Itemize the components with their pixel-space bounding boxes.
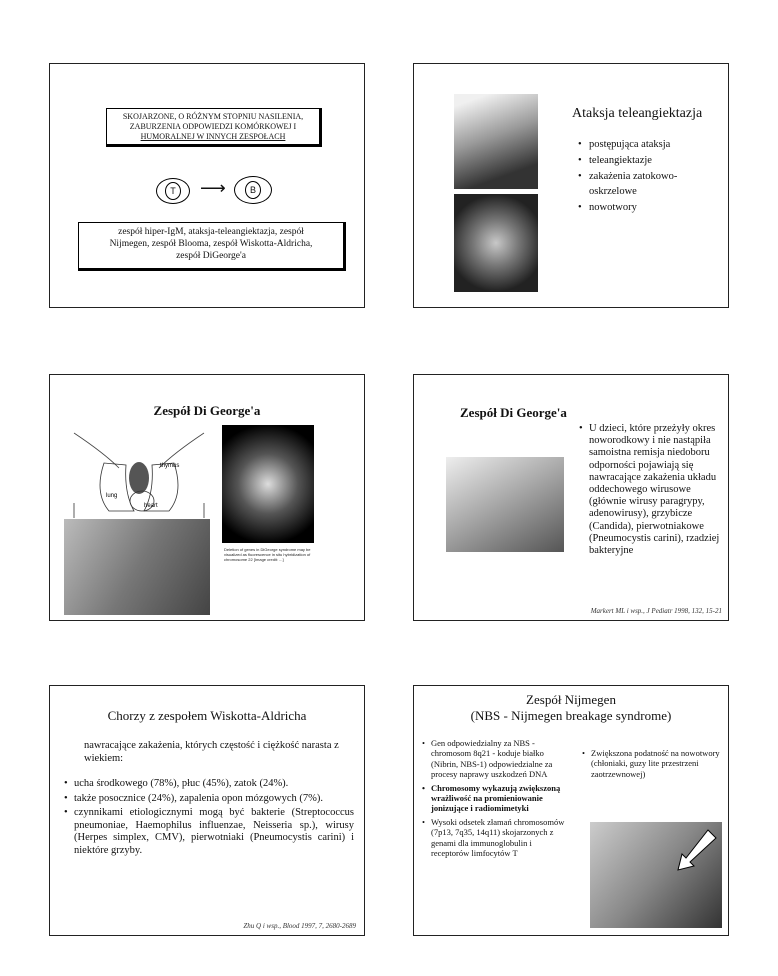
nijmegen-right-list (582, 748, 724, 779)
title-line-3: HUMORALNEJ W INNYCH ZESPOŁACH (140, 132, 286, 141)
slide-title: Zespół Di George'a (460, 405, 567, 420)
b-cell-label: B (249, 185, 256, 195)
slide-digeorge-2 (413, 374, 729, 621)
combined-defects-title-box (106, 108, 322, 147)
title-line-1: Zespół Nijmegen (526, 692, 616, 707)
eye-telangiectasia-photo (454, 194, 538, 292)
slide-title: Zespół Di George'a (153, 403, 261, 418)
ataxia-patient-photo (454, 94, 538, 189)
slide-digeorge-1 (49, 374, 365, 621)
digeorge-infections-list (579, 423, 727, 557)
syndromes-box (78, 222, 346, 271)
fish-caption: Deletion of genes in DiGeorge syndrome may be visualized as fluorescence in situ hybridization of chromosome 22 [Image credit: ...] (224, 547, 311, 562)
list-item: • U dzieci, które przeżyły okres noworodkowy i nie nastąpiła samoistna remisja niedoboru odporności pojawiają się nawracające zakażenia układu oddechowego wirusowe (głównie wirusy paragrypy, adenowirusy), grzybicze (Candida), pierwotniakowe (Pneumocystis carini), rzadziej bakteryjne (579, 423, 727, 557)
citation: Markert ML i wsp., J Pediatr 1998, 132, 15-21 (590, 607, 722, 615)
title-line-2: (NBS - Nijmegen breakage syndrome) (470, 708, 672, 723)
list-item: • postępująca ataksja (578, 137, 709, 152)
syndromes-line-1: zespół hiper-IgM, ataksja-teleangiektazja, zespół (118, 227, 304, 237)
syndromes-line-2: Nijmegen, zespół Blooma, zespół Wiskotta-Aldricha, (109, 239, 313, 249)
list-item: • także posocznice (24%), zapalenia opon mózgowych (7%). (64, 793, 354, 806)
neck-lymphoma-photo (590, 822, 722, 928)
anatomy-diagram (64, 423, 214, 518)
citation: Zhu Q i wsp., Blood 1997, 7, 2680-2689 (243, 922, 356, 930)
slide-nijmegen (413, 685, 729, 936)
slide-title: Ataksja teleangiektazja (572, 106, 703, 121)
b-cell-icon (234, 176, 272, 204)
slide-title: Chorzy z zespołem Wiskotta-Aldricha (107, 708, 307, 723)
list-item: • zakażenia zatokowo-oskrzelowe (578, 169, 709, 199)
syndromes-line-3: zespół DiGeorge'a (176, 251, 246, 261)
list-item: • Zwiększona podatność na nowotwory (chłoniaki, guzy lite przestrzeni zaotrzewnowej) (582, 748, 724, 779)
arrow-pointer-icon (590, 822, 722, 928)
list-item: • Chromosomy wykazują zwiększoną wrażliwość na promieniowanie jonizujące i radiomimetyki (422, 783, 572, 814)
t-cell-label: T (170, 186, 176, 196)
title-line-2: ZABURZENIA ODPOWIEDZI KOMÓRKOWEJ I (129, 122, 297, 131)
slide-title (414, 692, 728, 724)
ataxia-symptoms-list (578, 137, 709, 216)
nijmegen-left-list (422, 738, 572, 861)
list-item: • Gen odpowiedzialny za NBS - chromosom 8q21 - koduje białko (Nibrin, NBS-1) odpowiedzialne za procesy naprawy uszkodzeń DNA (422, 738, 572, 780)
slide-combined-defects (49, 63, 365, 308)
fish-chromosome-image (222, 425, 314, 543)
slide-ataxia (413, 63, 729, 308)
diagram-label-thymus: thymus (160, 463, 180, 469)
diagram-label-heart: heart (144, 503, 158, 509)
list-item: • teleangiektazje (578, 153, 709, 168)
infant-photo (64, 519, 210, 615)
list-item: • Wysoki odsetek złamań chromosomów (7p13, 7q35, 14q11) skojarzonych z genami dla immunoglobulin i receptorów limfocytów T (422, 817, 572, 859)
list-item: • czynnikami etiologicznymi mogą być bakterie (Streptococcus pneumoniae, Haemophilus influenzae, Neisseria sp.), wirusy (Herpes simplex, CMV), pierwotniaki (Pneumocystis carini) i niektóre grzyby. (64, 807, 354, 857)
diagram-label-lung: lung (106, 493, 118, 499)
list-item: • ucha środkowego (78%), płuc (45%), zatok (24%). (64, 778, 354, 791)
child-photo (446, 457, 564, 552)
infections-list (64, 778, 354, 859)
t-cell-icon (156, 178, 190, 204)
slide-wiskott-aldrich (49, 685, 365, 936)
title-line-1: SKOJARZONE, O RÓŻNYM STOPNIU NASILENIA, (122, 112, 304, 121)
list-item: • nowotwory (578, 200, 709, 215)
arrow-right-icon: ⟶ (200, 178, 226, 198)
intro-text: nawracające zakażenia, których częstość i ciężkość narasta z wiekiem: (84, 740, 339, 764)
